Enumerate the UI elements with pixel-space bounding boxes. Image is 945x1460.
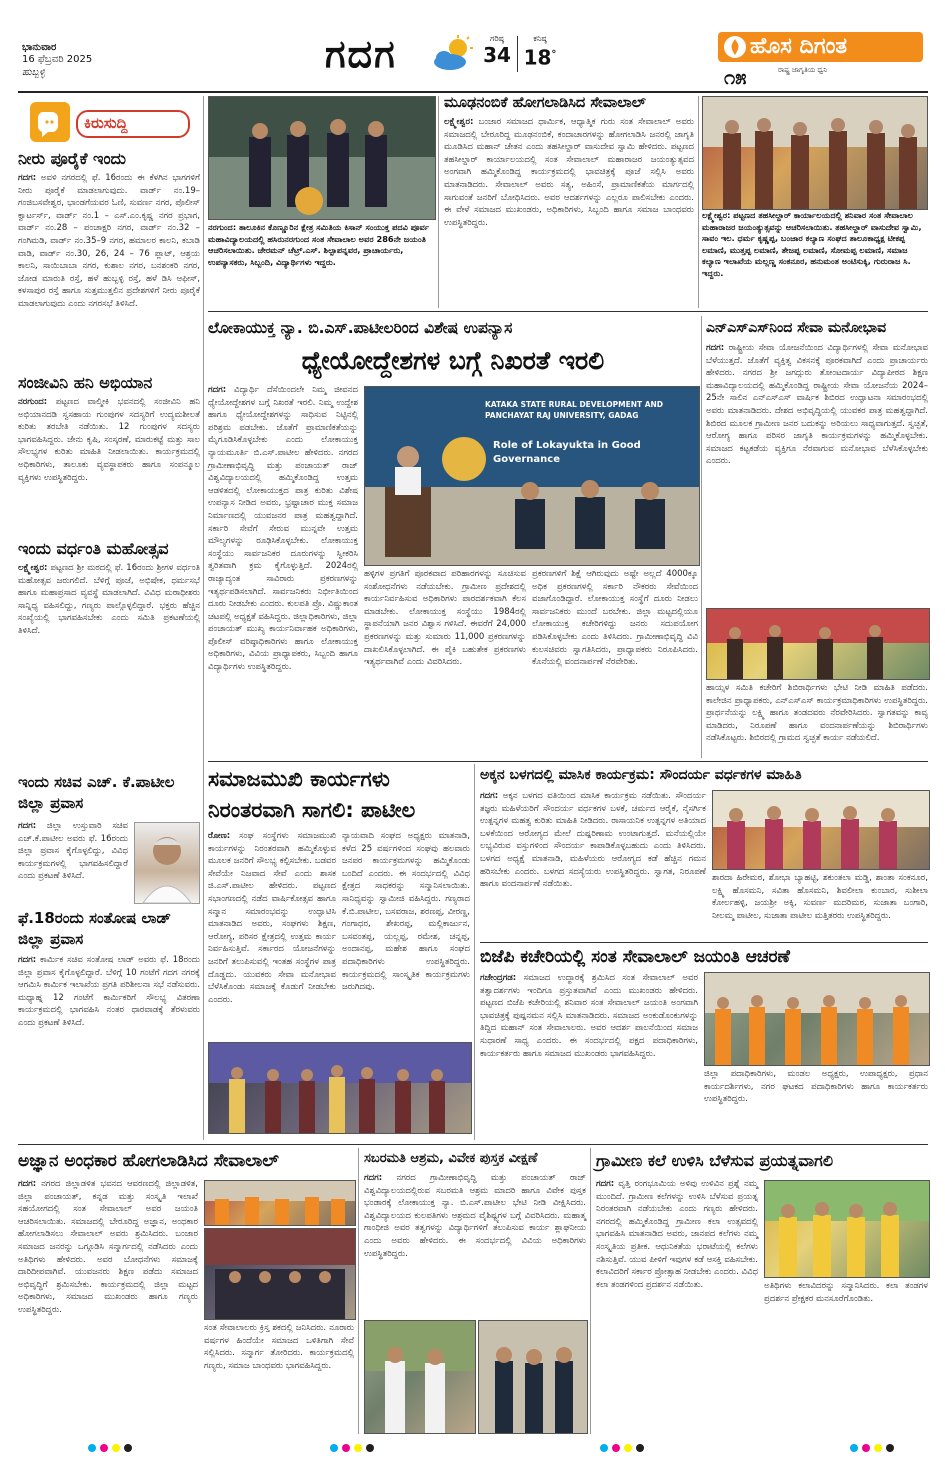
ajnana-headline: ಅಜ್ಞಾನ ಅಂಧಕಾರ ಹೋಗಲಾಡಿಸಿದ ಸೇವಾಲಾಲ್ [18, 1151, 279, 1171]
gramina-body: ಗದಗ: ವೃತ್ತಿ ರಂಗಭೂಮಿಯ ಅಳಿವು ಉಳಿವಿನ ಪ್ರಶ್ನೆ ನಮ್ಮ ಮುಂದಿದೆ. ಗ್ರಾಮೀಣ ಕಲೆಗಳನ್ನು ಉಳಿಸಿ ಬೆಳೆಸುವ ಪ್ರಯತ್ನ ನಿರಂತರವಾಗಿ ನಡೆಯಬೇಕು ಎಂದು ಗಣ್ಯರು ಹೇಳಿದರು. ನಗರದಲ್ಲಿ ಹಮ್ಮಿಕೊಂಡಿದ್ದ ಗ್ರಾಮೀಣ ಕಲಾ ಉತ್ಸವದಲ್ಲಿ ಭಾಗವಹಿಸಿ ಮಾತನಾಡಿದ ಅವರು, ಜಾನಪದ ಕಲೆಗಳು ನಮ್ಮ ಸಂಸ್ಕೃತಿಯ ಪ್ರತೀಕ. ಆಧುನಿಕತೆಯ ಭರಾಟೆಯಲ್ಲಿ ಕಲೆಗಳು ನಶಿಸುತ್ತಿವೆ. ಯುವ ಪೀಳಿಗೆ ಇವುಗಳ ಕಡೆ ಆಸಕ್ತಿ ವಹಿಸಬೇಕು. ಕಲಾವಿದರಿಗೆ ಸರ್ಕಾರ ಪ್ರೋತ್ಸಾಹ ನೀಡಬೇಕು ಎಂದರು. ವಿವಿಧ ಕಲಾ ತಂಡಗಳಿಂದ ಪ್ರದರ್ಶನ ನಡೆಯಿತು. [596, 1179, 758, 1290]
mudha-body: ಲಕ್ಷ್ಮೇಶ್ವರ: ಬಂಜಾರ ಸಮಾಜದ ಧಾರ್ಮಿಕ, ಆಧ್ಯಾತ್ಮಿಕ ಗುರು ಸಂತ ಸೇವಾಲಾಲ್ ಅವರು ಸಮಾಜದಲ್ಲಿ ಬೇರೂರಿದ್ದ ಮೂಢನಂಬಿಕೆ, ಕಂದಾಚಾರಗಳನ್ನು ಹೋಗಲಾಡಿಸಿ ಜನರಲ್ಲಿ ಜಾಗೃತಿ ಮೂಡಿಸಿದ ಮಹಾನ್ ಚೇತನ ಎಂದು ತಹಸೀಲ್ದಾರ್ ವಾಸುದೇವ ಸ್ವಾಮಿ ಹೇಳಿದರು. ಪಟ್ಟಣದ ತಹಸೀಲ್ದಾರ್ ಕಾರ್ಯಾಲಯದಲ್ಲಿ ಸಂತ ಸೇವಾಲಾಲ್ ಮಹಾರಾಜರ ಜಯಂತ್ಯುತ್ಸವದ ಅಂಗವಾಗಿ ಹಮ್ಮಿಕೊಂಡಿದ್ದ ಕಾರ್ಯಕ್ರಮದಲ್ಲಿ ಭಾವಚಿತ್ರಕ್ಕೆ ಪೂಜೆ ಸಲ್ಲಿಸಿ ಅವರು ಮಾತನಾಡಿದರು. ಸೇವಾಲಾಲ್ ಅವರು ಸತ್ಯ, ಅಹಿಂಸೆ, ಪ್ರಾಮಾಣಿಕತೆಯ ಮಾರ್ಗದಲ್ಲಿ ಸಾಗುವಂತೆ ಜನರಿಗೆ ಬೋಧಿಸಿದರು. ಅವರ ಆದರ್ಶಗಳನ್ನು ಎಲ್ಲರೂ ಪಾಲಿಸಬೇಕು ಎಂದರು. ಈ ವೇಳೆ ಸಮಾಜದ ಮುಖಂಡರು, ಅಧಿಕಾರಿಗಳು, ಸಿಬ್ಬಂದಿ ಹಾಗೂ ಸಮಾಜ ಬಾಂಧವರು ಉಪಸ್ಥಿತರಿದ್ದರು. [444, 117, 695, 228]
gramina-headline: ಗ್ರಾಮೀಣ ಕಲೆ ಉಳಿಸಿ ಬೆಳೆಸುವ ಪ್ರಯತ್ನವಾಗಲಿ [596, 1151, 834, 1170]
photo-sabarmati-2 [478, 1320, 588, 1434]
minister-portrait [134, 822, 200, 904]
samaja-body-col2: ನ್ಯಾಯವಾದಿ ಸಂಘದ ಅಧ್ಯಕ್ಷರು ಮಾತನಾಡಿ, ಕಳೆದ 25 ವರ್ಷಗಳಿಂದ ಸಂಘವು ಹಲವಾರು ಜನಪರ ಕಾರ್ಯಕ್ರಮಗಳನ್ನು ಹಮ್ಮಿಕೊಂಡು ಬಂದಿದೆ ಎಂದರು. ಈ ಸಂದರ್ಭದಲ್ಲಿ ವಿವಿಧ ಕ್ಷೇತ್ರದ ಸಾಧಕರನ್ನು ಸನ್ಮಾನಿಸಲಾಯಿತು. ಸಾನಿಧ್ಯವನ್ನು ಸ್ವಾಮೀಜಿ ವಹಿಸಿದ್ದರು. ಗಣ್ಯರಾದ ಕೆ.ಬಿ.ಪಾಟೀಲ, ಬಸವರಾಜ, ಶರಣಪ್ಪ, ವೀರಣ್ಣ, ಗಂಗಾಧರ, ಶೇಖರಪ್ಪ, ಮಲ್ಲಿಕಾರ್ಜುನ, ಬಸವಂತಪ್ಪ, ಯಲ್ಲಪ್ಪ, ರಮೇಶ, ಚನ್ನಪ್ಪ, ಅಂದಾನಪ್ಪ, ಮಹೇಶ ಹಾಗೂ ಸಂಘದ ಪದಾಧಿಕಾರಿಗಳು ಉಪಸ್ಥಿತರಿದ್ದರು. ಕಾರ್ಯಕ್ರಮದಲ್ಲಿ ಸಾಂಸ್ಕೃತಿಕ ಕಾರ್ಯಕ್ರಮಗಳು ಜರುಗಿದವು. [342, 831, 470, 993]
kiru-item-5-title: ಫೆ.18ರಂದು ಸಂತೋಷ ಲಾಡ್ ಜಿಲ್ಲಾ ಪ್ರವಾಸ [18, 909, 171, 948]
weather-min: ಕನಿಷ್ಠ 18° [523, 34, 557, 70]
nss-body-2: ಹಾಯ್ಸಳ ಸಮಿತಿ ಕಚೇರಿಗೆ ಶಿಬಿರಾರ್ಥಿಗಳು ಭೇಟಿ ನೀಡಿ ಮಾಹಿತಿ ಪಡೆದರು. ಕಾಲೇಜಿನ ಪ್ರಾಧ್ಯಾಪಕರು, ಎನ್‌ಎಸ್‌ಎಸ್ ಕಾರ್ಯಕ್ರಮಾಧಿಕಾರಿಗಳು ಉಪಸ್ಥಿತರಿದ್ದರು. ಪ್ರಾರ್ಥನೆಯನ್ನು ಲಕ್ಷ್ಮಿ ಹಾಗೂ ತಂಡದವರು ನೆರವೇರಿಸಿದರು. ಸ್ವಾಗತವನ್ನು ಕಾವ್ಯ ಮಾಡಿದರು, ನಿರೂಪಣೆ ಹಾಗೂ ವಂದನಾರ್ಪಣೆಯನ್ನು ಶಿಬಿರಾರ್ಥಿಗಳು ನಡೆಸಿಕೊಟ್ಟರು. ಶಿಬಿರದಲ್ಲಿ ಗ್ರಾಮದ ಸ್ವಚ್ಛತೆ ಕಾರ್ಯ ನಡೆಯಲಿದೆ. [706, 683, 928, 744]
right-top-caption: ಲಕ್ಷ್ಮೇಶ್ವರ: ಪಟ್ಟಣದ ತಹಸೀಲ್ದಾರ್ ಕಾರ್ಯಾಲಯದಲ್ಲಿ ಶನಿವಾರ ಸಂತ ಸೇವಾಲಾಲ ಮಹಾರಾಜರ ಜಯಂತ್ಯುತ್ಸವನ್ನು ಆಚರಿಸಲಾಯಿತು. ತಹಸೀಲ್ದಾರ್ ವಾಸುದೇವ ಸ್ವಾಮಿ, ಸಾವಂ ಇಲ. ಧರ್ಮ ಕೃಷ್ಣಪ್ಪ, ಬಂಜಾರ ಕಲ್ಯಾಣ ಸಂಘದ ತಾಲೂಕಾಧ್ಯಕ್ಷ ಟೀಕಪ್ಪ ಲಮಾಣಿ, ಮುತ್ತಪ್ಪ ಲಮಾಣಿ, ತೇಜಪ್ಪ ಲಮಾಣಿ, ಸೋಮಪ್ಪ ಲಮಾಣಿ, ಸಮಾಜ ಕಲ್ಯಾಣ ಇಲಾಖೆಯ ಮಲ್ಲಣ್ಣ ಸಂಕನೂರ, ಹನುಮಂತ ಅಂಟಿಸುಕ್ಕಿ, ಗುರುರಾಜ ಸಿ. ಇದ್ದರು. [702, 210, 922, 278]
kirusuddi-column [18, 96, 200, 1140]
ajnana-body: ಗದಗ: ನಗರದ ಜಿಲ್ಲಾಡಳಿತ ಭವನದ ಆವರಣದಲ್ಲಿ ಜಿಲ್ಲಾಡಳಿತ, ಜಿಲ್ಲಾ ಪಂಚಾಯತ್, ಕನ್ನಡ ಮತ್ತು ಸಂಸ್ಕೃತಿ ಇಲಾಖೆ ಸಹಯೋಗದಲ್ಲಿ ಸಂತ ಸೇವಾಲಾಲ್ ಅವರ ಜಯಂತಿ ಆಚರಿಸಲಾಯಿತು. ಸಮಾಜದಲ್ಲಿ ಬೇರೂರಿದ್ದ ಅಜ್ಞಾನ, ಅಂಧಕಾರ ಹೋಗಲಾಡಿಸಲು ಸೇವಾಲಾಲ್ ಅವರು ಶ್ರಮಿಸಿದರು. ಬಂಜಾರ ಸಮಾಜದ ಜನರನ್ನು ಒಗ್ಗೂಡಿಸಿ ಸನ್ಮಾರ್ಗದಲ್ಲಿ ನಡೆಸಿದರು ಎಂದು ಅತಿಥಿಗಳು ಹೇಳಿದರು. ಅವರ ಬೋಧನೆಗಳು ಸಮಾಜಕ್ಕೆ ದಾರಿದೀಪವಾಗಿವೆ. ಯುವಜನರು ಶಿಕ್ಷಣ ಪಡೆದು ಸಮಾಜದ ಅಭಿವೃದ್ಧಿಗೆ ಶ್ರಮಿಸಬೇಕು. ಕಾರ್ಯಕ್ರಮದಲ್ಲಿ ಜಿಲ್ಲಾ ಮಟ್ಟದ ಅಧಿಕಾರಿಗಳು, ಸಮಾಜದ ಮುಖಂಡರು ಹಾಗೂ ಗಣ್ಯರು ಉಪಸ್ಥಿತರಿದ್ದರು. [18, 1179, 198, 1315]
akkana-caption: ಶಾರದಾ ಹಿರೇಮಠ, ಶೋಭಾ ಬ್ಯಾಹಟ್ಟಿ, ಶಕುಂತಲಾ ಮಡ್ಡಿ, ಶಾಂತಾ ಸಂಕನೂರ, ಲಕ್ಷ್ಮಿ ಹೊಸಮನಿ, ಸವಿತಾ ಹೊಸಮನಿ, ಶಿವಲೀಲಾ ಕುಂಬಾರ, ಸುಶೀಲಾ ಕೋರ್ಲಹಳ್ಳಿ, ಜಯಶ್ರೀ ಅಕ್ಕಿ, ಸುವರ್ಣ ಮದರಿಮಠ, ಸುಜಾತಾ ಬಂಗಾರಿ, ನೀಲಮ್ಮ ಪಾಟೀಲ, ಸುಜಾತಾ ಪಾಟೀಲ ಮತ್ತಿತರರು ಉಪಸ್ಥಿತರಿದ್ದರು. [712, 873, 928, 921]
page-number: ೧೫ [724, 65, 747, 89]
mudha-headline: ಮೂಢನಂಬಿಕೆ ಹೋಗಲಾಡಿಸಿದ ಸೇವಾಲಾಲ್ [444, 95, 646, 111]
bjp-caption: ಜಿಲ್ಲಾ ಪದಾಧಿಕಾರಿಗಳು, ಮಂಡಲ ಅಧ್ಯಕ್ಷರು, ಉಪಾಧ್ಯಕ್ಷರು, ಪ್ರಧಾನ ಕಾರ್ಯದರ್ಶಿಗಳು, ನಗರ ಘಟಕದ ಪದಾಧಿಕಾರಿಗಳು ಹಾಗೂ ಕಾರ್ಯಕರ್ತರು ಉಪಸ್ಥಿತರಿದ್ದರು. [704, 1069, 928, 1105]
photo-sabarmati-1 [364, 1320, 476, 1434]
kiru-item-2-body: ನರಗುಂದ: ಪಟ್ಟಣದ ವಾಲ್ಮೀಕಿ ಭವನದಲ್ಲಿ ಸಂಜೀವಿನಿ ಹನಿ ಅಭಿಯಾನದಡಿ ಸ್ವಸಹಾಯ ಗುಂಪುಗಳ ಸದಸ್ಯರಿಗೆ ಉದ್ಯಮಶೀಲತೆ ಕುರಿತು ತರಬೇತಿ ನಡೆಯಿತು. 12 ಗುಂಪುಗಳ ಸದಸ್ಯರು ಭಾಗವಹಿಸಿದ್ದರು. ಜೇನು ಕೃಷಿ, ಸಂಸ್ಕರಣೆ, ಮಾರುಕಟ್ಟೆ ಮತ್ತು ಸಾಲ ಸೌಲಭ್ಯಗಳ ಕುರಿತು ಮಾಹಿತಿ ನೀಡಲಾಯಿತು. ಕಾರ್ಯಕ್ರಮದಲ್ಲಿ ಅಧಿಕಾರಿಗಳು, ತಾಲೂಕು ವ್ಯವಸ್ಥಾಪಕರು ಹಾಗೂ ಸಂಪನ್ಮೂಲ ವ್ಯಕ್ತಿಗಳು ಉಪಸ್ಥಿತರಿದ್ದರು. [18, 397, 201, 483]
nss-headline: ಎನ್‌ಎಸ್‌ಎಸ್‌ನಿಂದ ಸೇವಾ ಮನೋಭಾವ [706, 320, 887, 336]
masthead [0, 0, 945, 92]
date-block [22, 42, 162, 92]
photo-college-group [208, 96, 436, 220]
ajnana-caption: ಸಂತ ಸೇವಾಲಾಲರು ಕ್ರಿಸ್ತ ಶಕದಲ್ಲಿ ಜನಿಸಿದರು. ನೂರಾರು ವರ್ಷಗಳ ಹಿಂದೆಯೇ ಸಮಾಜದ ಒಳಿತಿಗಾಗಿ ಸೇವೆ ಸಲ್ಲಿಸಿದರು. ಸನ್ಮಾರ್ಗ ತೋರಿದರು. ಕಾರ್ಯಕ್ರಮದಲ್ಲಿ ಗಣ್ಯರು, ಸಮಾಜ ಬಾಂಧವರು ಭಾಗವಹಿಸಿದ್ದರು. [204, 1323, 354, 1371]
kiru-item-1-title: ನೀರು ಪೂರೈಕೆ ಇಂದು [18, 149, 126, 168]
bjp-headline: ಬಿಜೆಪಿ ಕಚೇರಿಯಲ್ಲಿ ಸಂತ ಸೇವಾಲಾಲ್ ಜಯಂತಿ ಆಚರಣೆ [480, 947, 790, 967]
day-label: ಭಾನುವಾರ [22, 42, 57, 53]
weather-icon [430, 34, 476, 74]
lokayukta-kicker: ಲೋಕಾಯುಕ್ತ ನ್ಯಾ. ಬಿ.ಎಸ್.ಪಾಟೀಲರಿಂದ ವಿಶೇಷ ಉಪನ್ಯಾಸ [208, 319, 513, 337]
registration-marks [0, 1438, 945, 1460]
nss-body: ಗದಗ: ರಾಷ್ಟ್ರೀಯ ಸೇವಾ ಯೋಜನೆಯಿಂದ ವಿದ್ಯಾರ್ಥಿಗಳಲ್ಲಿ ಸೇವಾ ಮನೋಭಾವ ಬೆಳೆಯುತ್ತದೆ. ಜೊತೆಗೆ ವ್ಯಕ್ತಿತ್ವ ವಿಕಸನಕ್ಕೆ ಪೂರಕವಾಗಿದೆ ಎಂದು ಪ್ರಾಚಾರ್ಯರು ಹೇಳಿದರು. ನಗರದ ಶ್ರೀ ಜಗದ್ಗುರು ತೋಂಟದಾರ್ಯ ವಿದ್ಯಾಪೀಠದ ಶಿಕ್ಷಣ ಮಹಾವಿದ್ಯಾಲಯದಲ್ಲಿ ಹಮ್ಮಿಕೊಂಡಿದ್ದ ರಾಷ್ಟ್ರೀಯ ಸೇವಾ ಯೋಜನೆಯ 2024–25ನೇ ಸಾಲಿನ ಎನ್‌ಎಸ್‌ಎಸ್ ವಾರ್ಷಿಕ ಶಿಬಿರದ ಉದ್ಘಾಟನಾ ಸಮಾರಂಭದಲ್ಲಿ ಅವರು ಮಾತನಾಡಿದರು. ದೇಶದ ಅಭಿವೃದ್ಧಿಯಲ್ಲಿ ಯುವಕರ ಪಾತ್ರ ಮಹತ್ವದ್ದಾಗಿದೆ. ಶಿಬಿರದ ಮೂಲಕ ಗ್ರಾಮೀಣ ಜನರ ಬದುಕನ್ನು ಅರಿಯಲು ಸಾಧ್ಯವಾಗುತ್ತದೆ. ಸ್ವಚ್ಛತೆ, ಆರೋಗ್ಯ ಹಾಗೂ ಪರಿಸರ ಜಾಗೃತಿ ಕಾರ್ಯಕ್ರಮಗಳನ್ನು ಹಮ್ಮಿಕೊಳ್ಳಬೇಕು. ಸಮಾಜದ ಕಟ್ಟಕಡೆಯ ವ್ಯಕ್ತಿಗೂ ನೆರವಾಗುವ ಮನೋಭಾವ ಬೆಳೆಸಿಕೊಳ್ಳಬೇಕು ಎಂದರು. [706, 343, 928, 467]
date-label: 16 ಫೆಬ್ರವರಿ 2025 [22, 54, 93, 65]
akkana-body: ಗದಗ: ಅಕ್ಕನ ಬಳಗದ ವತಿಯಿಂದ ಮಾಸಿಕ ಕಾರ್ಯಕ್ರಮ ನಡೆಯಿತು. ಸೌಂದರ್ಯ ತಜ್ಞರು ಮಹಿಳೆಯರಿಗೆ ಸೌಂದರ್ಯ ವರ್ಧಕಗಳ ಬಳಕೆ, ಚರ್ಮದ ಆರೈಕೆ, ನೈಸರ್ಗಿಕ ಉತ್ಪನ್ನಗಳ ಮಹತ್ವ ಕುರಿತು ಮಾಹಿತಿ ನೀಡಿದರು. ರಾಸಾಯನಿಕ ಉತ್ಪನ್ನಗಳ ಅತಿಯಾದ ಬಳಕೆಯಿಂದ ಆರೋಗ್ಯದ ಮೇಲೆ ದುಷ್ಪರಿಣಾಮ ಉಂಟಾಗುತ್ತದೆ. ಮನೆಯಲ್ಲಿಯೇ ಲಭ್ಯವಿರುವ ವಸ್ತುಗಳಿಂದ ಸೌಂದರ್ಯ ಕಾಪಾಡಿಕೊಳ್ಳಬಹುದು ಎಂದು ತಿಳಿಸಿದರು. ಬಳಗದ ಅಧ್ಯಕ್ಷೆ ಮಾತನಾಡಿ, ಮಹಿಳೆಯರು ಆರೋಗ್ಯದ ಕಡೆ ಹೆಚ್ಚಿನ ಗಮನ ಹರಿಸಬೇಕು ಎಂದರು. ಬಳಗದ ಸದಸ್ಯೆಯರು ಉಪಸ್ಥಿತರಿದ್ದರು. ಸ್ವಾಗತ, ನಿರೂಪಣೆ ಹಾಗೂ ವಂದನಾರ್ಪಣೆ ನಡೆಯಿತು. [480, 791, 706, 890]
lokayukta-body-col1: ಗದಗ: ವಿದ್ಯಾರ್ಥಿ ದೆಸೆಯಿಂದಲೇ ನಿಮ್ಮ ಜೀವನದ ಧ್ಯೇಯೋದ್ದೇಶಗಳ ಬಗ್ಗೆ ನಿಖರತೆ ಇರಲಿ. ನಿಮ್ಮ ಉದ್ದೇಶ ಹಾಗೂ ಧ್ಯೇಯೋದ್ದೇಶಗಳನ್ನು ಸಾಧಿಸುವ ನಿಟ್ಟಿನಲ್ಲಿ ಪರಿಶ್ರಮ ಪಡಬೇಕು. ಜೊತೆಗೆ ಪ್ರಾಮಾಣಿಕತೆಯನ್ನು ಮೈಗೂಡಿಸಿಕೊಳ್ಳಬೇಕು ಎಂದು ಲೋಕಾಯುಕ್ತ ನ್ಯಾಯಮೂರ್ತಿ ಬಿ.ಎಸ್.ಪಾಟೀಲ ಹೇಳಿದರು. ನಗರದ ಗ್ರಾಮೀಣಾಭಿವೃದ್ಧಿ ಮತ್ತು ಪಂಚಾಯತ್ ರಾಜ್ ವಿಶ್ವವಿದ್ಯಾಲಯದಲ್ಲಿ ಹಮ್ಮಿಕೊಂಡಿದ್ದ ಉತ್ತಮ ಆಡಳಿತದಲ್ಲಿ ಲೋಕಾಯುಕ್ತದ ಪಾತ್ರ ಕುರಿತು ವಿಶೇಷ ಉಪನ್ಯಾಸ ನೀಡಿದ ಅವರು, ಭ್ರಷ್ಟಾಚಾರ ಮುಕ್ತ ಸಮಾಜ ನಿರ್ಮಾಣದಲ್ಲಿ ಯುವಜನರ ಪಾತ್ರ ಮಹತ್ವದ್ದಾಗಿದೆ. ಸರ್ಕಾರಿ ಸೇವೆಗೆ ಸೇರುವ ಮುನ್ನವೇ ಉತ್ತಮ ಮೌಲ್ಯಗಳನ್ನು ರೂಢಿಸಿಕೊಳ್ಳಬೇಕು. ಲೋಕಾಯುಕ್ತ ಸಂಸ್ಥೆಯು ಸಾರ್ವಜನಿಕರ ದೂರುಗಳನ್ನು ಸ್ವೀಕರಿಸಿ ತ್ವರಿತವಾಗಿ ಕ್ರಮ ಕೈಗೊಳ್ಳುತ್ತಿದೆ. 2024ರಲ್ಲಿ ರಾಜ್ಯಾದ್ಯಂತ ಸಾವಿರಾರು ಪ್ರಕರಣಗಳನ್ನು ಇತ್ಯರ್ಥಪಡಿಸಲಾಗಿದೆ. ಸಾರ್ವಜನಿಕರು ನಿರ್ಭೀತಿಯಿಂದ ದೂರು ನೀಡಬೇಕು ಎಂದರು. ಕುಲಪತಿ ಪ್ರೊ. ವಿಷ್ಣುಕಾಂತ ಚಟಪಲ್ಲಿ ಅಧ್ಯಕ್ಷತೆ ವಹಿಸಿದ್ದರು. ಜಿಲ್ಲಾಧಿಕಾರಿಗಳು, ಜಿಲ್ಲಾ ಪಂಚಾಯತ್ ಮುಖ್ಯ ಕಾರ್ಯನಿರ್ವಾಹಕ ಅಧಿಕಾರಿಗಳು, ಪೊಲೀಸ್ ವರಿಷ್ಠಾಧಿಕಾರಿಗಳು ಹಾಗೂ ಲೋಕಾಯುಕ್ತ ಅಧಿಕಾರಿಗಳು, ವಿವಿಯ ಪ್ರಾಧ್ಯಾಪಕರು, ಸಿಬ್ಬಂದಿ ಹಾಗೂ ವಿದ್ಯಾರ್ಥಿಗಳು ಉಪಸ್ಥಿತರಿದ್ದರು. [208, 385, 358, 673]
photo-ajnana-2 [204, 1228, 356, 1320]
lokayukta-headline: ಧ್ಯೇಯೋದ್ದೇಶಗಳ ಬಗ್ಗೆ ನಿಖರತೆ ಇರಲಿ [301, 346, 605, 375]
banner-text-2: Role of Lokayukta in Good Governance [493, 440, 641, 465]
lokayukta-body-col2: ಹಳ್ಳಿಗಳ ಪ್ರಗತಿಗೆ ಪೂರಕವಾದ ಪರಿಹಾರಗಳನ್ನು ಸೂಚಿಸುವ ಸಂಶೋಧನೆಗಳು ನಡೆಯಬೇಕು. ಗ್ರಾಮೀಣ ಪ್ರದೇಶದಲ್ಲಿ ಕಾರ್ಯನಿರ್ವಹಿಸುವ ಅಧಿಕಾರಿಗಳು ಪಾರದರ್ಶಕವಾಗಿ ಕೆಲಸ ಮಾಡಬೇಕು. ಲೋಕಾಯುಕ್ತ ಸಂಸ್ಥೆಯು 1984ರಲ್ಲಿ ಸ್ಥಾಪನೆಯಾಗಿ ಜನರ ವಿಶ್ವಾಸ ಗಳಿಸಿದೆ. ಈವರೆಗೆ 24,000 ಪ್ರಕರಣಗಳನ್ನು ಮತ್ತು ಸುಮಾರು 11,000 ಪ್ರಕರಣಗಳನ್ನು ದಾಖಲಿಸಿಕೊಳ್ಳಲಾಗಿದೆ. ಈ ಪೈಕಿ ಬಹುತೇಕ ಪ್ರಕರಣಗಳು ಇತ್ಯರ್ಥವಾಗಿವೆ ಎಂದು ವಿವರಿಸಿದರು. [364, 569, 526, 668]
bjp-body: ಗಜೇಂದ್ರಗಡ: ಸಮಾಜದ ಉದ್ಧಾರಕ್ಕೆ ಶ್ರಮಿಸಿದ ಸಂತ ಸೇವಾಲಾಲ್ ಅವರ ತತ್ವಾದರ್ಶಗಳು ಇಂದಿಗೂ ಪ್ರಸ್ತುತವಾಗಿವೆ ಎಂದು ಮುಖಂಡರು ಹೇಳಿದರು. ಪಟ್ಟಣದ ಬಿಜೆಪಿ ಕಚೇರಿಯಲ್ಲಿ ಶನಿವಾರ ಸಂತ ಸೇವಾಲಾಲ್ ಜಯಂತಿ ಅಂಗವಾಗಿ ಭಾವಚಿತ್ರಕ್ಕೆ ಪುಷ್ಪನಮನ ಸಲ್ಲಿಸಿ ಮಾತನಾಡಿದರು. ಸಮಾಜದ ಅಂಕುಡೊಂಕುಗಳನ್ನು ತಿದ್ದಿದ ಮಹಾನ್ ಸಂತ ಸೇವಾಲಾಲರು. ಅವರ ಆದರ್ಶ ಪಾಲನೆಯಿಂದ ಸಮಾಜ ಸುಧಾರಣೆ ಸಾಧ್ಯ ಎಂದರು. ಈ ಸಂದರ್ಭದಲ್ಲಿ ಪಕ್ಷದ ಪದಾಧಿಕಾರಿಗಳು, ಕಾರ್ಯಕರ್ತರು ಹಾಗೂ ಸಮಾಜದ ಮುಖಂಡರು ಭಾಗವಹಿಸಿದ್ದರು. [480, 973, 698, 1059]
kiru-item-4-body: ಗದಗ: ಜಿಲ್ಲಾ ಉಸ್ತುವಾರಿ ಸಚಿವ ಎಚ್.ಕೆ.ಪಾಟೀಲ ಅವರು ಫೆ. 16ರಂದು ಜಿಲ್ಲಾ ಪ್ರವಾಸ ಕೈಗೊಳ್ಳಲಿದ್ದು, ವಿವಿಧ ಕಾರ್ಯಕ್ರಮಗಳಲ್ಲಿ ಭಾಗವಹಿಸಲಿದ್ದಾರೆ ಎಂದು ಪ್ರಕಟಣೆ ತಿಳಿಸಿದೆ. [18, 821, 129, 882]
samaja-headline: ಸಮಾಜಮುಖಿ ಕಾರ್ಯಗಳು ನಿರಂತರವಾಗಿ ಸಾಗಲಿ: ಪಾಟೀಲ [208, 767, 416, 822]
city-label: ಹುಬ್ಬಳ್ಳಿ [22, 67, 45, 78]
photo-tahsildar-office [702, 96, 928, 210]
photo-lokayukta-lecture [364, 386, 700, 566]
weather-max: ಗರಿಷ್ಠ 34 [483, 34, 511, 67]
gramina-caption: ಅತಿಥಿಗಳು ಕಲಾವಿದರನ್ನು ಸನ್ಮಾನಿಸಿದರು. ಕಲಾ ತಂಡಗಳ ಪ್ರದರ್ಶನ ಪ್ರೇಕ್ಷಕರ ಮನಸೂರೆಗೊಂಡಿತು. [764, 1281, 928, 1304]
whisper-icon [30, 102, 70, 142]
photo-ajnana-1 [204, 1180, 356, 1226]
kirusuddi-header [30, 102, 195, 142]
brand-tagline: ರಾಷ್ಟ್ರ ಜಾಗೃತಿಯ ಧ್ವನಿ [778, 66, 828, 74]
kiru-item-3-body: ಲಕ್ಷ್ಮೇಶ್ವರ: ಪಟ್ಟಣದ ಶ್ರೀ ಮಠದಲ್ಲಿ ಫೆ. 16ರಂದು ಶ್ರೀಗಳ ವರ್ಧಂತಿ ಮಹೋತ್ಸವ ಜರುಗಲಿದೆ. ಬೆಳಿಗ್ಗೆ ಪೂಜೆ, ಅಭಿಷೇಕ, ಧರ್ಮಸಭೆ ಹಾಗೂ ಮಹಾಪ್ರಸಾದ ವ್ಯವಸ್ಥೆ ಮಾಡಲಾಗಿದೆ. ವಿವಿಧ ಮಠಾಧೀಶರು ಸಾನ್ನಿಧ್ಯ ವಹಿಸಲಿದ್ದು, ಗಣ್ಯರು ಪಾಲ್ಗೊಳ್ಳಲಿದ್ದಾರೆ. ಭಕ್ತರು ಹೆಚ್ಚಿನ ಸಂಖ್ಯೆಯಲ್ಲಿ ಭಾಗವಹಿಸಬೇಕು ಎಂದು ಸಮಿತಿ ಪ್ರಕಟಣೆಯಲ್ಲಿ ತಿಳಿಸಿದೆ. [18, 563, 200, 636]
sabarmati-headline: ಸಬರಮತಿ ಆಶ್ರಮ, ವಿವೇಕ ಪುಸ್ತಕ ವೀಕ್ಷಣೆ [364, 1151, 538, 1166]
kirusuddi-label: ಕಿರುಸುದ್ದಿ [84, 114, 128, 132]
brand-logo-icon [724, 36, 746, 58]
top-photo-caption: ನರಗುಂದ: ತಾಲೂಕಿನ ಕೊಣ್ಣೂರಿನ ಕ್ಷೇತ್ರ ಸಮಿತಿಯ ಕಿಸಾನ್ ಸಂಯುಕ್ತ ಪದವಿ ಪೂರ್ವ ಮಹಾವಿದ್ಯಾಲಯದಲ್ಲಿ ಹಸಿರುನರಗುಂದ ಸಂತ ಸೇವಾಲಾಲ ಅವರ 286ನೇ ಜಯಂತಿ ಆಚರಿಸಲಾಯಿತು. ಚೇರಮನ್ ಚೆಟ್ರ್.ಎಸ್. ಶಿಲ್ಪಾಪನ್ನವರ, ಪ್ರಾಚಾರ್ಯರು, ಉಪನ್ಯಾಸಕರು, ಸಿಬ್ಬಂದಿ, ವಿದ್ಯಾರ್ಥಿಗಳು ಇದ್ದರು. [208, 222, 430, 267]
brand-block [718, 32, 923, 90]
photo-akkana-women [712, 790, 930, 870]
samaja-body-col1: ರೋಣ: ಸಂಘ ಸಂಸ್ಥೆಗಳು ಸಮಾಜಮುಖಿ ಕಾರ್ಯಗಳನ್ನು ನಿರಂತರವಾಗಿ ಹಮ್ಮಿಕೊಳ್ಳುವ ಮೂಲಕ ಜನರಿಗೆ ಸೌಲಭ್ಯ ಕಲ್ಪಿಸಬೇಕು. ಬಡವರ ಸೇವೆಯೇ ನಿಜವಾದ ಸೇವೆ ಎಂದು ಶಾಸಕ ಜಿ.ಎಸ್.ಪಾಟೀಲ ಹೇಳಿದರು. ಪಟ್ಟಣದ ಸಭಾಂಗಣದಲ್ಲಿ ನಡೆದ ವಾರ್ಷಿಕೋತ್ಸವ ಹಾಗೂ ಸನ್ಮಾನ ಸಮಾರಂಭವನ್ನು ಉದ್ಘಾಟಿಸಿ ಮಾತನಾಡಿದ ಅವರು, ಸಂಘಗಳು ಶಿಕ್ಷಣ, ಆರೋಗ್ಯ, ಪರಿಸರ ಕ್ಷೇತ್ರದಲ್ಲಿ ಉತ್ತಮ ಕಾರ್ಯ ನಿರ್ವಹಿಸುತ್ತಿವೆ. ಸರ್ಕಾರದ ಯೋಜನೆಗಳನ್ನು ಜನರಿಗೆ ತಲುಪಿಸುವಲ್ಲಿ ಇಂತಹ ಸಂಸ್ಥೆಗಳ ಪಾತ್ರ ದೊಡ್ಡದು. ಯುವಕರು ಸೇವಾ ಮನೋಭಾವ ಬೆಳೆಸಿಕೊಂಡು ಸಮಾಜಕ್ಕೆ ಕೊಡುಗೆ ನೀಡಬೇಕು ಎಂದರು. [208, 831, 336, 1005]
kiru-item-3-title: ಇಂದು ವರ್ಧಂತಿ ಮಹೋತ್ಸವ [18, 539, 169, 558]
brand-name: ಹೊಸ ದಿಗಂತ [750, 34, 848, 59]
banner-text: KATAKA STATE RURAL DEVELOPMENT AND PANCHAYAT RAJ UNIVERSITY, GADAG [485, 400, 664, 420]
kiru-item-4-title: ಇಂದು ಸಚಿವ ಎಚ್. ಕೆ.ಪಾಟೀಲ ಜಿಲ್ಲಾ ಪ್ರವಾಸ [18, 773, 175, 812]
photo-bjp-office [704, 972, 930, 1066]
photo-nss-event [706, 608, 930, 680]
sabarmati-body: ಗದಗ: ನಗರದ ಗ್ರಾಮೀಣಾಭಿವೃದ್ಧಿ ಮತ್ತು ಪಂಚಾಯತ್ ರಾಜ್ ವಿಶ್ವವಿದ್ಯಾಲಯದಲ್ಲಿರುವ ಸಬರಮತಿ ಆಶ್ರಮ ಮಾದರಿ ಹಾಗೂ ವಿವೇಕ ಪುಸ್ತಕ ಭಂಡಾರಕ್ಕೆ ಲೋಕಾಯುಕ್ತ ನ್ಯಾ. ಬಿ.ಎಸ್.ಪಾಟೀಲ ಭೇಟಿ ನೀಡಿ ವೀಕ್ಷಿಸಿದರು. ವಿಶ್ವವಿದ್ಯಾಲಯದ ಕುಲಪತಿಗಳು ಆಶ್ರಮದ ವೈಶಿಷ್ಟ್ಯಗಳ ಬಗ್ಗೆ ವಿವರಿಸಿದರು. ಮಹಾತ್ಮ ಗಾಂಧೀಜಿ ಅವರ ತತ್ವಗಳನ್ನು ವಿದ್ಯಾರ್ಥಿಗಳಿಗೆ ತಲುಪಿಸುವ ಕಾರ್ಯ ಶ್ಲಾಘನೀಯ ಎಂದು ಅವರು ಹೇಳಿದರು. ಈ ಸಂದರ್ಭದಲ್ಲಿ ವಿವಿಯ ಅಧಿಕಾರಿಗಳು ಉಪಸ್ಥಿತರಿದ್ದರು. [364, 1173, 586, 1259]
lokayukta-body-col3: ಪ್ರಕರಣಗಳಿಗೆ ಶಿಕ್ಷೆ ಆಗಿರುವುದು ಅಷ್ಟೇ ಅಲ್ಲದೆ 4000ಕ್ಕೂ ಅಧಿಕ ಪ್ರಕರಣಗಳಲ್ಲಿ ಸರ್ಕಾರಿ ನೌಕರರು ಸೇವೆಯಿಂದ ವಜಾಗೊಂಡಿದ್ದಾರೆ. ಲೋಕಾಯುಕ್ತ ಸಂಸ್ಥೆಗೆ ದೂರು ನೀಡಲು ಸಾರ್ವಜನಿಕರು ಮುಂದೆ ಬರಬೇಕು. ಜಿಲ್ಲಾ ಮಟ್ಟದಲ್ಲಿಯೂ ಲೋಕಾಯುಕ್ತ ಕಚೇರಿಗಳಿದ್ದು ಜನರು ಸದುಪಯೋಗ ಪಡಿಸಿಕೊಳ್ಳಬೇಕು ಎಂದು ತಿಳಿಸಿದರು. ಗ್ರಾಮೀಣಾಭಿವೃದ್ಧಿ ವಿವಿ ಕುಲಸಚಿವರು ಸ್ವಾಗತಿಸಿದರು, ಪ್ರಾಧ್ಯಾಪಕರು ನಿರೂಪಿಸಿದರು. ಕೊನೆಯಲ್ಲಿ ವಂದನಾರ್ಪಣೆ ನೆರವೇರಿತು. [532, 569, 698, 668]
photo-gramina-art [764, 1180, 930, 1278]
edition-title: ಗದಗ [325, 32, 397, 76]
kiru-item-2-title: ಸಂಜೀವಿನಿ ಹನಿ ಅಭಿಯಾನ [18, 373, 153, 392]
kiru-item-1-body: ಗದಗ: ಅವಳಿ ನಗರದಲ್ಲಿ ಫೆ. 16ರಂದು ಈ ಕೆಳಗಿನ ಭಾಗಗಳಿಗೆ ನೀರು ಪೂರೈಕೆ ಮಾಡಲಾಗುವುದು. ವಾರ್ಡ್ ನಂ.19–ಗಂಜಿಬಸವೇಶ್ವರ, ಭಾಂಡಗೆಯವರ ಓಣಿ, ಸುವರ್ಣ ನಗರ, ಪೊಲೀಸ್ ಕ್ವಾರ್ಟರ್ಸ್, ವಾರ್ಡ್ ನಂ.1 – ಎಸ್.ಎಂ.ಕೃಷ್ಣ ನಗರ ಪ್ರಭಾಗ, ವಾರ್ಡ್ ನಂ.28 – ಪಂಚಾಕ್ಷರಿ ನಗರ, ವಾರ್ಡ್ ನಂ.32 – ಗಂಗಿಮಡಿ, ವಾರ್ಡ್ ನಂ.35–9 ನಗರ, ಹಮಾಲರ ಕಾಲನಿ, ಕಬಾಡಿ ವಾಡಿ, ವಾರ್ಡ್ ನಂ.30, 26, 24 – 76 ಪ್ಲಾಟ್, ಆಶ್ರಯ ಕಾಲನಿ, ಸಾಯಿಬಾಬಾ ನಗರ, ಕುಶಾಲ ನಗರ, ಬನಶಂಕರಿ ನಗರ, ಜೋಡ ಮಾರುತಿ ರಸ್ತೆ, ಹಳೆ ಹುಬ್ಬಳ್ಳಿ ರಸ್ತೆ, ಹಳೆ ಡಿಸಿ ಆಫೀಸ್, ಕಳಸಾಪುರ ರಸ್ತೆ ಹಾಗೂ ಸುತ್ತಮುತ್ತಲಿನ ಪ್ರದೇಶಗಳಿಗೆ ನೀರು ಪೂರೈಕೆ ಮಾಡಲಾಗುವುದು ಎಂದು ನಗರಸಭೆ ತಿಳಿಸಿದೆ. [18, 173, 201, 309]
akkana-headline: ಅಕ್ಕನ ಬಳಗದಲ್ಲಿ ಮಾಸಿಕ ಕಾರ್ಯಕ್ರಮ: ಸೌಂದರ್ಯ ವರ್ಧಕಗಳ ಮಾಹಿತಿ [480, 767, 802, 783]
kiru-item-5-body: ಗದಗ: ಕಾರ್ಮಿಕ ಸಚಿವ ಸಂತೋಷ ಲಾಡ್ ಅವರು ಫೆ. 18ರಂದು ಜಿಲ್ಲಾ ಪ್ರವಾಸ ಕೈಗೊಳ್ಳಲಿದ್ದಾರೆ. ಬೆಳಿಗ್ಗೆ 10 ಗಂಟೆಗೆ ಗದಗ ನಗರಕ್ಕೆ ಆಗಮಿಸಿ ಕಾರ್ಮಿಕ ಇಲಾಖೆಯ ಪ್ರಗತಿ ಪರಿಶೀಲನಾ ಸಭೆ ನಡೆಸುವರು. ಮಧ್ಯಾಹ್ನ 12 ಗಂಟೆಗೆ ಕಾರ್ಮಿಕರಿಗೆ ಸೌಲಭ್ಯ ವಿತರಣಾ ಕಾರ್ಯಕ್ರಮದಲ್ಲಿ ಭಾಗವಹಿಸಿ ನಂತರ ಧಾರವಾಡಕ್ಕೆ ತೆರಳುವರು ಎಂದು ಪ್ರಕಟಣೆ ತಿಳಿಸಿದೆ. [18, 955, 200, 1028]
photo-samaja-stage [208, 1042, 472, 1134]
